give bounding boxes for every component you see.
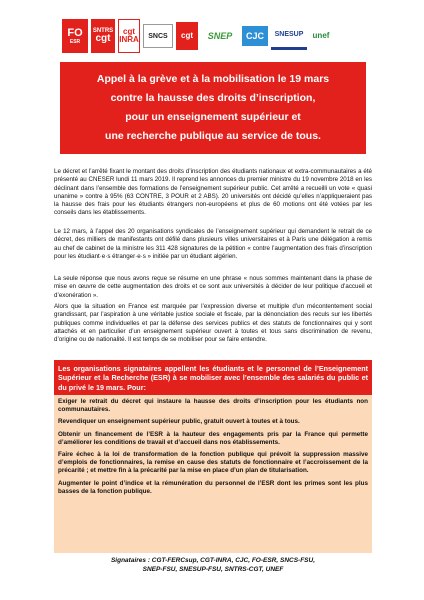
fo-logo-text: FO (67, 26, 83, 39)
signatories-line-1: Signataires : CGT-FERCsup, CGT-INRA, CJC, FO-ESR, SNCS-FSU, (110, 557, 316, 564)
demand-item: Obtenir un financement de l’ESR à la hauteur des engagements pris par la France qui permette d’améliorer les conditions de travail et d’accueil dans nos établissements. (58, 430, 368, 446)
signatories (54, 556, 372, 574)
title-banner (60, 62, 366, 154)
fo-logo-sub: ESR (69, 38, 81, 45)
paragraph-response: La seule réponse que nous avons reçue se résume en une phrase « nous sommes maintenant dans la phase de mise en œuvre de cette augmentation des droits et ce sont aux universités à décider de leur politique d’accueil et d’exonération ». (54, 275, 372, 299)
title-line-4: une recherche publique au service de tous. (105, 130, 321, 142)
sntrs-cgt-logo (91, 19, 115, 53)
title-line-2: contre la hausse des droits d’inscription, (110, 92, 316, 104)
title-line-3: pour un enseignement supérieur et (125, 111, 301, 123)
cgt-ferc-logo: cgt (176, 22, 198, 50)
demands-heading: Les organisations signataires appellent les étudiants et le personnel de l’Enseignement Supérieur et la Recherche (ESR) à se mobiliser avec l’ensemble des salariés du public et du privé le 19 mars. Pour: (54, 360, 372, 395)
paragraph-decree: Le décret et l’arrêté fixant le montant des droits d’inscription des étudiants nationaux et extra-communautaires a été présenté au CNESER lundi 11 mars 2019. Il reprend les annonces du premier ministre du 19 novembre 2018 en les déclinant dans l’ensemble des formations de l’enseignement supérieur public. Cet arrêté a recueilli un vote « quasi unanime » contre à 95% (63 CONTRE, 3 POUR et 2 ABS). 20 universités ont décidé qu’elles n’appliqueraient pas la hausse des frais pour les étudiants étrangers non-européens et plus de 60 motions ont été votées par les conseils dans les établissements. (54, 168, 372, 217)
paragraph-situation: Alors que la situation en France est marquée par l’expression diverse et multiple d’un mécontentement social grandissant, par l’aspiration à une véritable justice sociale et fiscale, par la dénonciation des reculs sur les libertés publiques comme individuelles et par la défense des services publics et des statuts de fonctionnaires qui y sont attachés et en particulier d’un enseignement supérieur ouvert à toutes et tous sans discrimination de revenu, d’origine ou de nationalité. Il est temps de se mobiliser pour se faire entendre. (54, 303, 372, 344)
signatories-line-2: SNEP-FSU, SNESUP-FSU, SNTRS-CGT, UNEF (142, 566, 284, 573)
sntrs-logo-top: SNTRS (92, 28, 114, 34)
sntrs-logo-main: cgt (95, 33, 111, 44)
snesup-logo: SNESUP (271, 22, 307, 50)
cgt-inra-logo (118, 19, 140, 53)
demands-box (54, 360, 372, 553)
demand-item: Faire échec à la loi de transformation de la fonction publique qui prévoit la suppression massive d’emplois de fonctionnaires, la remise en cause des statuts de fonctionnaire et l’accroissement de la précarité ; et mettre fin à la précarité par la mise en place d’un plan de titularisation. (58, 450, 368, 475)
logo-strip (62, 18, 362, 54)
sncs-logo: SNCS (143, 24, 173, 48)
demand-item: Exiger le retrait du décret qui instaure la hausse des droits d’inscription pour les étudiants non communautaires. (58, 397, 368, 414)
inra-logo-sub: INRA (119, 35, 139, 44)
fo-esr-logo (62, 19, 88, 53)
demand-item: Revendiquer un enseignement supérieur public, gratuit ouvert à toutes et à tous. (58, 418, 300, 426)
unef-logo: unef (310, 24, 332, 48)
inra-logo-top: cgt (123, 27, 135, 36)
title-line-1: Appel à la grève et à la mobilisation le 19 mars (96, 73, 330, 85)
demand-item: Augmenter le point d’indice et la rémunération du personnel de l’ESR dont les primes sont les plus basses de la fonction publique. (58, 479, 368, 495)
paragraph-march-12: Le 12 mars, à l’appel des 20 organisations syndicales de l’enseignement supérieur qui demandent le retrait de ce décret, des milliers de manifestants ont défilé dans plusieurs villes universitaires et à Paris une délégation a remis au chef de cabinet de la ministre les 311 428 signatures de la pétition « contre l’augmentation des frais d’inscription pour les étudiant·e·s étranger·e·s » initiée par un étudiant algérien. (54, 228, 372, 260)
snep-logo: SNEP (201, 24, 239, 48)
cjc-logo: CJC (242, 26, 268, 46)
